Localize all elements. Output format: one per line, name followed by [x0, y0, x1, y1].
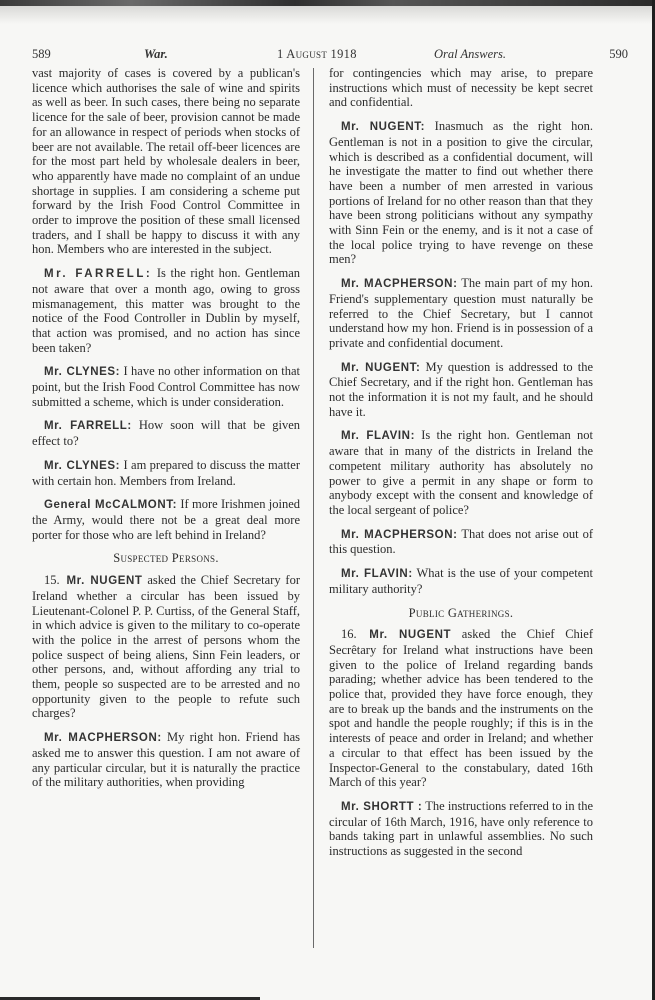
right-column	[329, 66, 593, 868]
speech-nugent	[329, 119, 593, 267]
speech-text: asked the Chief Chief Secrêtary for Ireland what instructions have been given to the police of Ireland regarding bands parading; whether advice has been tendered to the police that, provided they have force enough, they are to break up the bands and the instruments on the spot and handle the people roughly; if this is in the interests of peace and order in Ireland; and whether a circular to that effect has been issued by the Inspector-General to the constabulary, dated 16th March of this year?	[329, 627, 593, 790]
left-column	[32, 66, 300, 799]
speech-mccalmont	[32, 497, 300, 542]
speech-text: Is the right hon. Gentleman not aware that over a month ago, owing to gross mismanagement, this matter was brought to the notice of the Food Controller in Dublin by myself, that action was promised, and no action has since been taken?	[32, 266, 300, 355]
speech-flavin	[329, 566, 593, 596]
speaker-name: Mr. MACPHERSON:	[44, 732, 162, 745]
speaker-name: Mr. SHORTT :	[341, 800, 423, 813]
speech-nugent	[329, 360, 593, 420]
speaker-name: Mr. NUGENT:	[341, 121, 426, 134]
sitting-date: 1 August 1918	[277, 47, 357, 61]
speech-text: The main part of my hon. Friend's supplementary question must naturally be referred to the Chief Secretary, but I cannot understand how my hon. Friend is in possession of a private and confidential document.	[329, 276, 593, 350]
speech-text: If more Irishmen joined the Army, would there not be a great deal more porter for those who are left behind in Ireland?	[32, 497, 301, 542]
speech-shortt	[329, 799, 593, 859]
scan-shadow-top	[0, 6, 655, 24]
speech-macpherson	[329, 276, 593, 351]
speech-flavin	[329, 428, 593, 517]
paragraph-text: vast majority of cases is covered by a publican's licence which authorises the sale of wine and spirits as well as beer. In such cases, there being no separate licence for the sale of beer, provision cannot be made for an allowance in respect of periods when stocks of beer are not available. The retail off-beer licences are for the most part held by wholesale dealers in beer, who apparently have made no complaint of an undue shortage in supplies. I am considering a scheme put forward by the Irish Food Control Committee in order to improve the position of these small licensed traders, and I shall be happy to discuss it with any hon. Members who are interested in the subject.	[32, 66, 300, 257]
speech-text: Inasmuch as the right hon. Gentleman is not in a position to give the circular, which is described as a confidential document, will he investigate the matter to find out whether there have been a number of men arrested in various portions of Ireland for no other reason than that they have been strong politicians without any sympathy with Sinn Fein or the enemy, and is it not a case of the local police trying to have revenge on these men?	[329, 119, 594, 267]
section-title: War.	[144, 47, 168, 61]
section-heading: Public Gatherings.	[408, 605, 514, 620]
speech-text: I am prepared to discuss the matter with certain hon. Members from Ireland.	[32, 457, 300, 488]
speech-text: I have no other information on that point, but the Irish Food Control Committee has now submitted a scheme, which is under consideration.	[32, 364, 300, 409]
speech-clynes	[32, 364, 300, 409]
running-head	[32, 47, 628, 63]
speaker-name: Mr. NUGENT	[369, 629, 452, 642]
speaker-name: Mr. MACPHERSON:	[341, 278, 458, 291]
speech-farrell	[32, 418, 300, 448]
speaker-name: Mr. FARRELL:	[44, 268, 153, 281]
speech-text: Is the right hon. Gentleman not aware that in many of the districts in Ireland the competent military authority has absolutely no power to give a permit in any shape or form to anybody except with the consent and knowledge of the local sergeant of police?	[329, 428, 593, 517]
speaker-name: Mr. CLYNES:	[44, 459, 121, 472]
question-number: 15.	[44, 573, 60, 588]
speech-text: That does not arise out of this question.	[329, 526, 593, 557]
speech-text: The instructions referred to in the circular of 16th March, 1916, have only reference to bands taking part in unlawful assemblies. No such instructions as suggested in the second	[329, 798, 593, 859]
speaker-name: Mr. NUGENT	[66, 575, 143, 588]
speech-text: asked the Chief Secretary for Ireland whether a circular has been issued by Lieutenant-Colonel P. P. Curtiss, of the General Staff, in which advice is given to the military to co-operate with the police in the arrest of persons whom the police suspect of being aliens, Sinn Fein leaders, or other persons, and, without affording any trial to them, people so suspected are to be arrested and no opportunity given to the people to refute such charges?	[32, 573, 300, 721]
speaker-name: Mr. FLAVIN:	[341, 568, 413, 581]
speech-macpherson	[329, 527, 593, 557]
speaker-name: General McCALMONT:	[44, 499, 178, 512]
speaker-name: Mr. MACPHERSON:	[341, 528, 458, 541]
speaker-name: Mr. FARRELL:	[44, 420, 132, 433]
column-divider	[313, 68, 314, 948]
paragraph-text: for contingencies which may arise, to prepare instructions which must of necessity be kept secret and confidential.	[329, 66, 593, 110]
speech-text: What is the use of your competent military authority?	[329, 566, 593, 596]
question-number: 16.	[341, 627, 357, 642]
continued-answer	[32, 66, 300, 257]
speaker-name: Mr. CLYNES:	[44, 366, 121, 379]
speaker-name: Mr. FLAVIN:	[341, 430, 416, 443]
speech-farrell	[32, 266, 300, 355]
speech-clynes	[32, 458, 300, 488]
continued-answer	[329, 66, 593, 110]
speech-macpherson	[32, 730, 300, 790]
question-16	[329, 627, 593, 790]
left-page-number: 589	[32, 47, 51, 61]
section-heading: Suspected Persons.	[113, 551, 219, 566]
speech-text: My right hon. Friend has asked me to answer this question. I am not aware of any particular circular, but it is naturally the practice of the military authorities, when providing	[32, 730, 300, 790]
right-page-number: 590	[609, 47, 628, 61]
question-15	[32, 573, 300, 721]
business-type: Oral Answers.	[434, 47, 507, 61]
speech-text: My question is addressed to the Chief Secretary, and if the right hon. Gentleman has not the information it is not my fault, and he should have it.	[329, 359, 593, 419]
speaker-name: Mr. NUGENT:	[341, 361, 421, 374]
speech-text: How soon will that be given effect to?	[32, 418, 300, 449]
